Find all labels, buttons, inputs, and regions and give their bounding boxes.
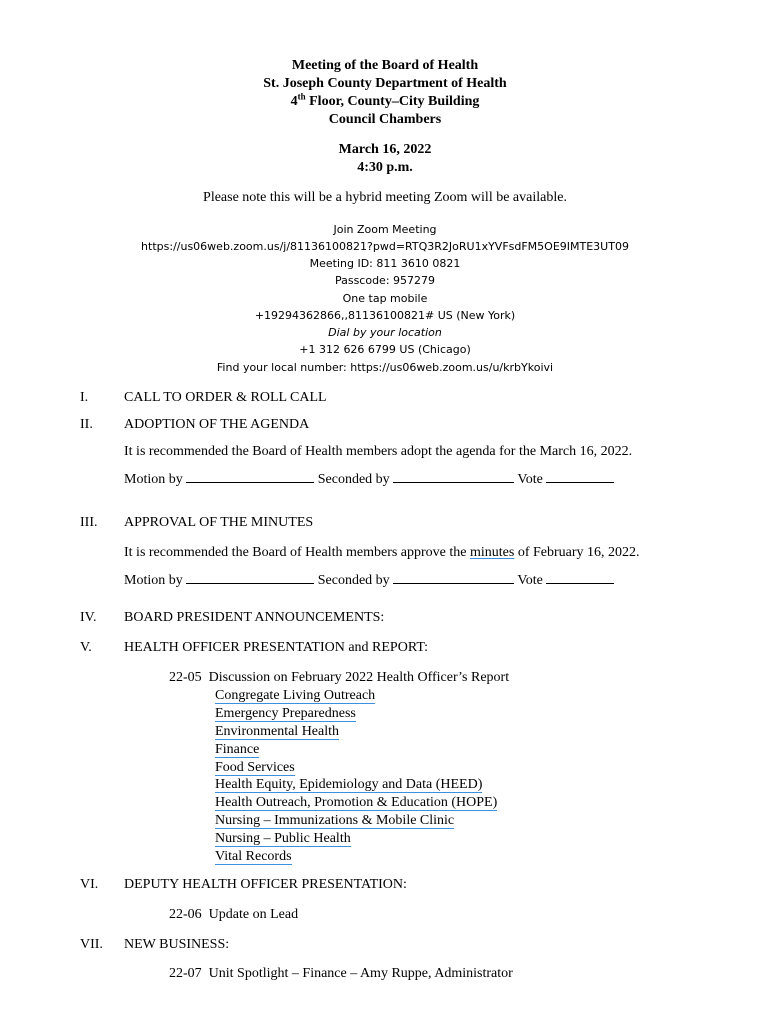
report-link-environmental-health[interactable]: Environmental Health — [215, 724, 340, 739]
zoom-passcode: Passcode: 957279 — [334, 274, 436, 287]
report-link-finance[interactable]: Finance — [215, 742, 260, 757]
report-link-nursing-public-health[interactable]: Nursing – Public Health — [215, 831, 351, 846]
zoom-title: Join Zoom Meeting — [333, 223, 437, 236]
section-number: VII. — [80, 937, 103, 952]
report-link-emergency-preparedness[interactable]: Emergency Preparedness — [215, 706, 356, 721]
motion-line: Motion by Seconded by Vote — [124, 571, 614, 589]
room-name: Council Chambers — [328, 112, 442, 127]
section-title: CALL TO ORDER & ROLL CALL — [124, 390, 327, 405]
agenda-item: 22-07 Unit Spotlight – Finance – Amy Ruppe, Administrator — [169, 966, 513, 981]
zoom-one-tap: One tap mobile — [342, 292, 428, 305]
seconded-blank — [393, 470, 514, 483]
minutes-recommendation: It is recommended the Board of Health members approve the minutes of February 16, 2022. — [124, 545, 640, 560]
section-title: ADOPTION OF THE AGENDA — [124, 417, 310, 432]
motion-blank — [186, 470, 314, 483]
zoom-url[interactable]: https://us06web.zoom.us/j/81136100821?pwd=RTQ3R2JoRU1xYVFsdFM5OE9IMTE3UT09 — [141, 240, 629, 253]
seconded-blank — [393, 571, 514, 584]
agenda-item: 22-06 Update on Lead — [169, 907, 299, 922]
zoom-dial-label: Dial by your location — [328, 326, 442, 339]
motion-line: Motion by Seconded by Vote — [124, 470, 614, 488]
report-link-nursing-immunizations[interactable]: Nursing – Immunizations & Mobile Clinic — [215, 813, 455, 828]
minutes-link[interactable]: minutes — [470, 545, 515, 560]
vote-blank — [546, 571, 614, 584]
motion-blank — [186, 571, 314, 584]
meeting-time: 4:30 p.m. — [357, 160, 413, 175]
agenda-recommendation: It is recommended the Board of Health members adopt the agenda for the March 16, 2022. — [124, 444, 633, 459]
department-name: St. Joseph County Department of Health — [263, 76, 507, 91]
hybrid-note: Please note this will be a hybrid meeting Zoom will be available. — [203, 190, 567, 205]
report-link-hope[interactable]: Health Outreach, Promotion & Education (HOPE) — [215, 795, 498, 810]
section-title: BOARD PRESIDENT ANNOUNCEMENTS: — [124, 610, 385, 625]
zoom-tap-number: +19294362866,,81136100821# US (New York) — [254, 309, 516, 322]
building-location: 4th Floor, County–City Building — [290, 91, 480, 109]
meeting-title: Meeting of the Board of Health — [291, 58, 479, 73]
section-number: I. — [80, 390, 89, 405]
report-link-heed[interactable]: Health Equity, Epidemiology and Data (HEED) — [215, 777, 483, 792]
report-link-vital-records[interactable]: Vital Records — [215, 849, 292, 864]
zoom-chicago-number: +1 312 626 6799 US (Chicago) — [299, 343, 471, 356]
section-number: VI. — [80, 877, 99, 892]
section-title: NEW BUSINESS: — [124, 937, 230, 952]
section-number: III. — [80, 515, 98, 530]
vote-blank — [546, 470, 614, 483]
section-number: V. — [80, 640, 92, 655]
zoom-local-number[interactable]: Find your local number: https://us06web.zoom.us/u/krbYkoivi — [216, 361, 554, 374]
report-link-congregate-living[interactable]: Congregate Living Outreach — [215, 688, 376, 703]
section-number: II. — [80, 417, 93, 432]
agenda-item: 22-05 Discussion on February 2022 Health Officer’s Report — [169, 670, 510, 685]
section-title: APPROVAL OF THE MINUTES — [124, 515, 314, 530]
zoom-meeting-id: Meeting ID: 811 3610 0821 — [309, 257, 461, 270]
section-number: IV. — [80, 610, 97, 625]
meeting-date: March 16, 2022 — [338, 142, 432, 157]
report-link-food-services[interactable]: Food Services — [215, 760, 295, 775]
section-title: DEPUTY HEALTH OFFICER PRESENTATION: — [124, 877, 407, 892]
section-title: HEALTH OFFICER PRESENTATION and REPORT: — [124, 640, 429, 655]
